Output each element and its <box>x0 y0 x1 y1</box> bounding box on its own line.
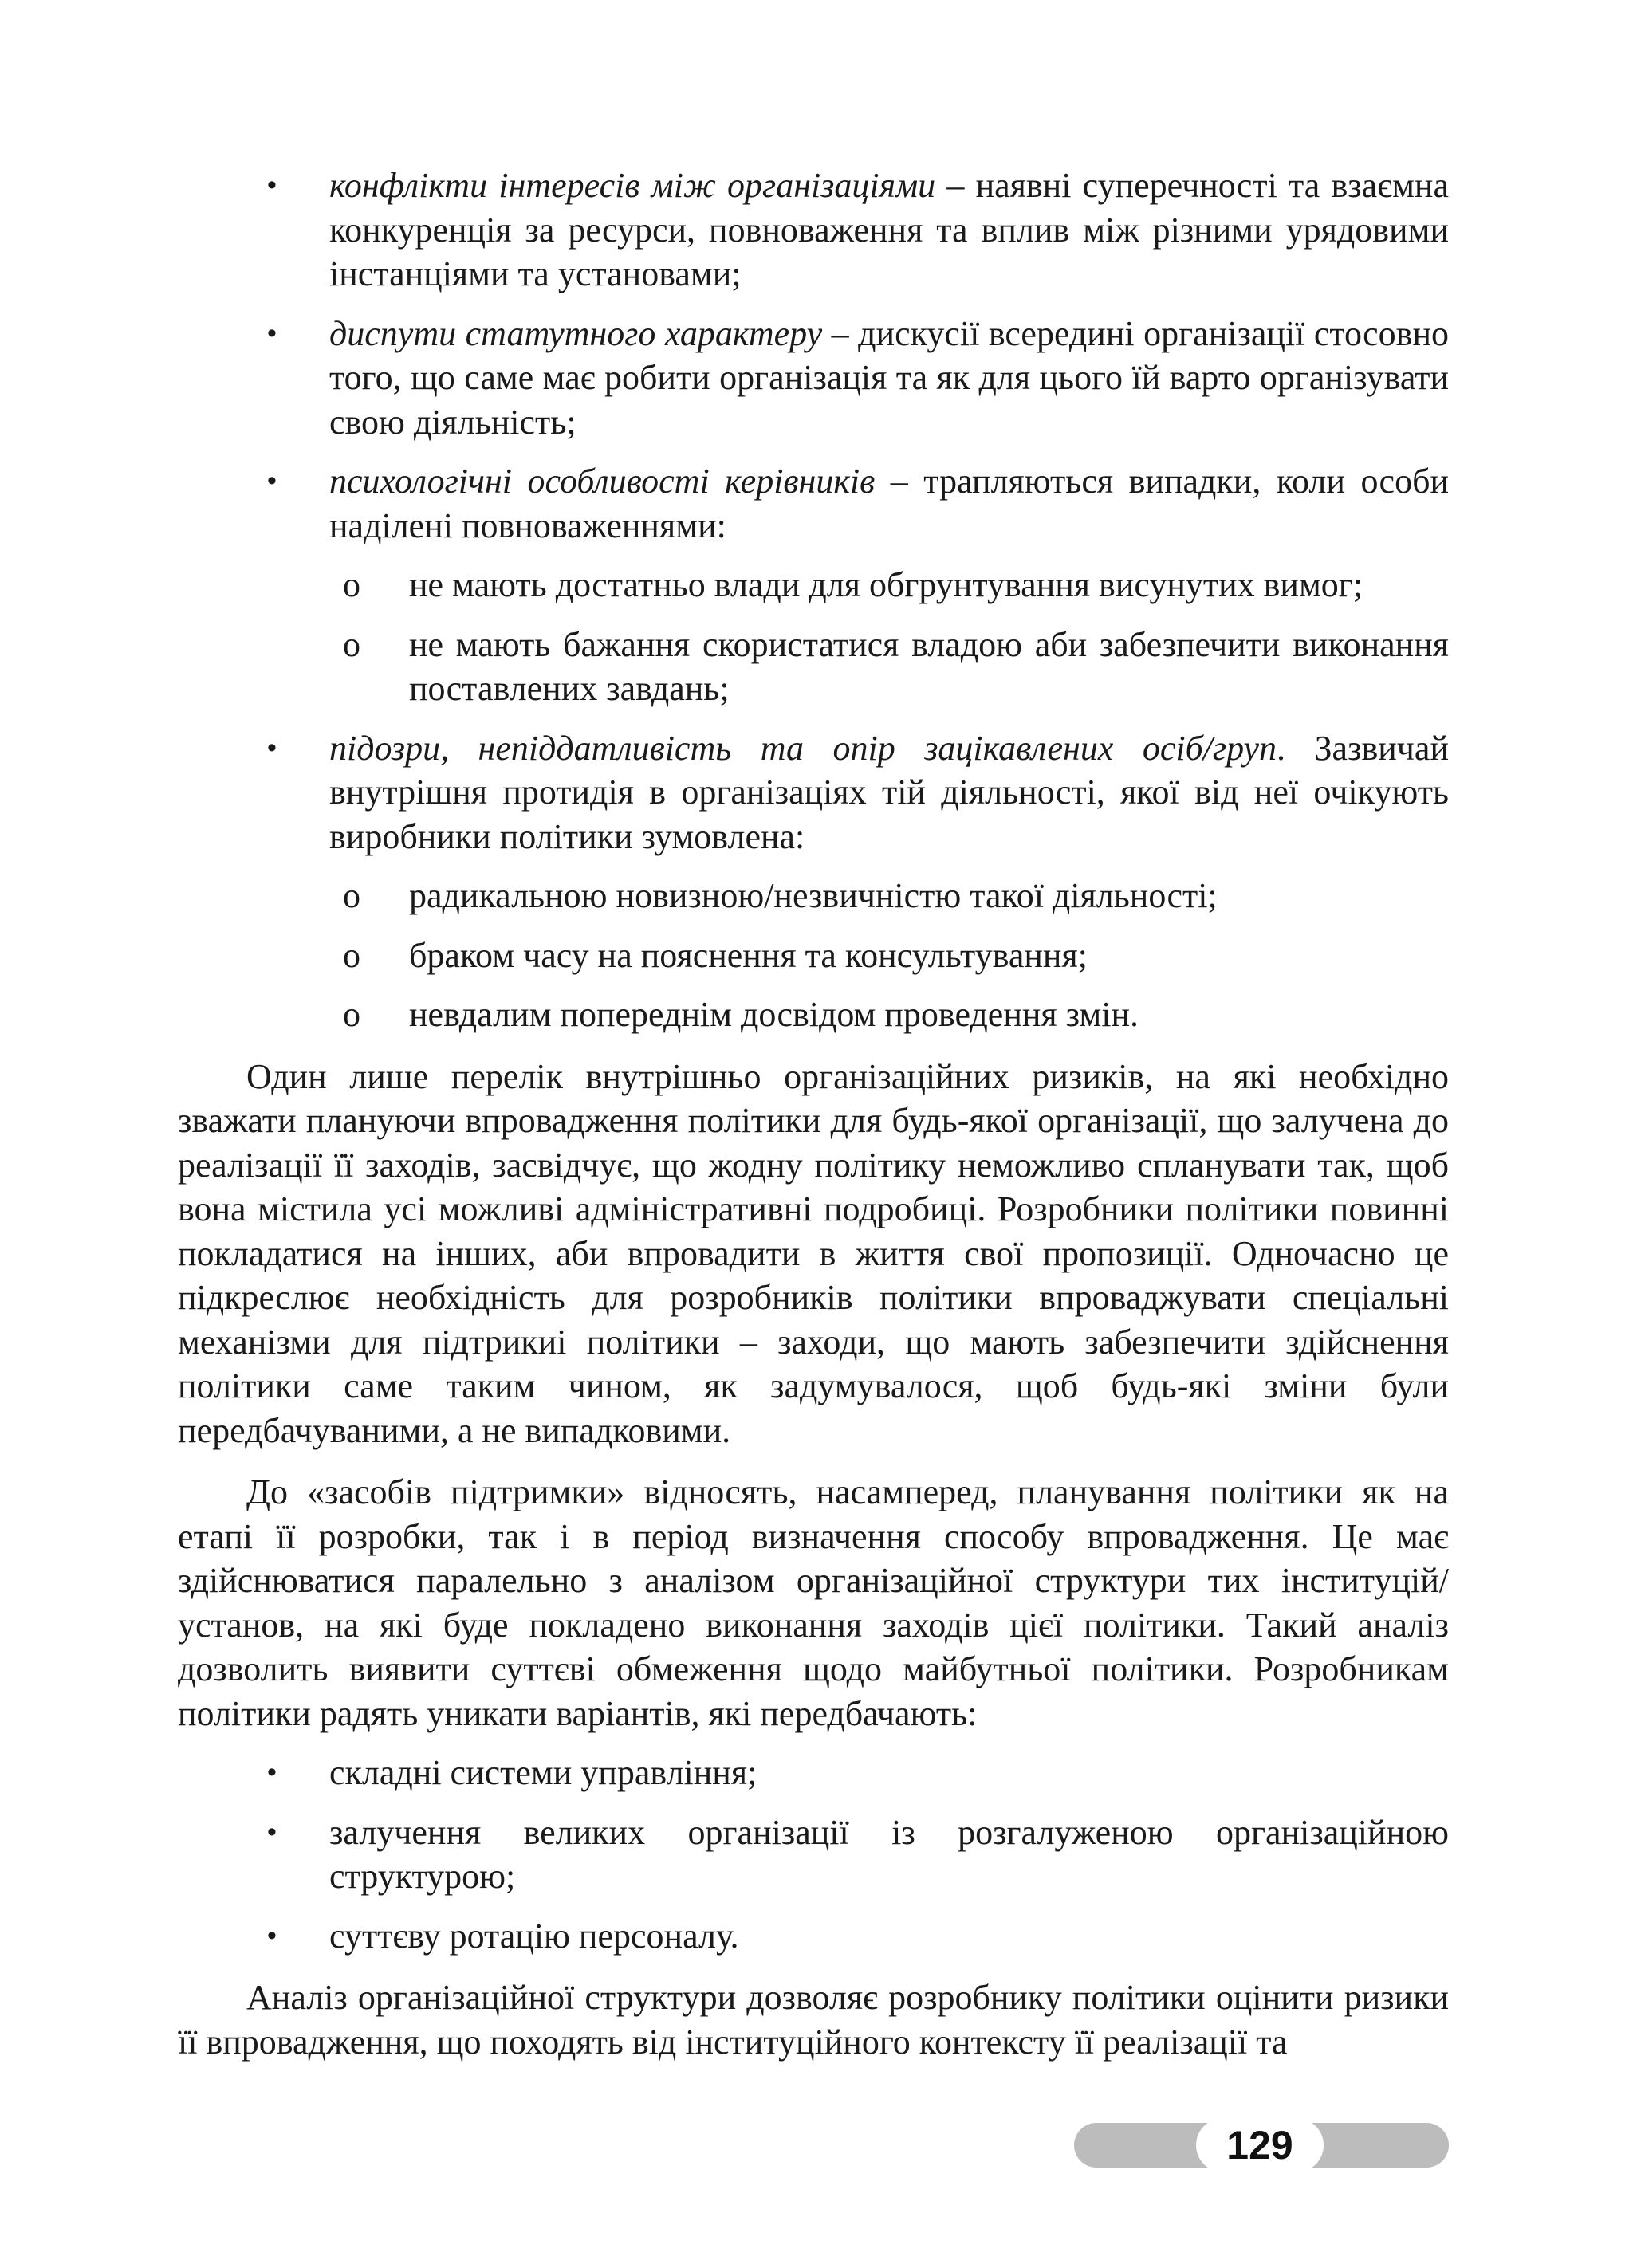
list-item <box>178 1751 1449 1795</box>
list-item-term: конфлікти інтересів між організаціями <box>329 166 936 205</box>
list-item <box>178 726 1449 859</box>
list-item <box>178 1810 1449 1899</box>
list-item-text: залучення великих організації із розгалуженою організаційною структурою; <box>329 1812 1449 1896</box>
sub-list-authority <box>178 563 1449 711</box>
risk-list-continued <box>178 726 1449 859</box>
sub-list-resistance <box>178 874 1449 1037</box>
bullet-icon: • <box>267 317 277 348</box>
paragraph-structure-analysis: Аналіз організаційної структури дозволяє розробнику політики оцінити ризики її впровадження, що походять від інституційного контексту її реалізації та <box>178 1978 1449 2062</box>
list-item-term: психологічні особливості керівників <box>329 462 876 501</box>
list-item-text: – трапляються випадки, коли особи наділені повноваженнями: <box>329 462 1449 545</box>
list-item <box>178 459 1449 548</box>
sub-list-item-text: радикальною новизною/незвичністю такої діяльності; <box>409 876 1218 915</box>
sub-list-item <box>178 934 1449 978</box>
list-item <box>178 163 1449 297</box>
sub-list-item-text: не мають достатньо влади для обгрунтування висунутих вимог; <box>409 565 1363 604</box>
list-item-text: . Зазвичай внутрішня протидія в організаціях тій діяльності, якої від неї очікують виробники політики зумовлена: <box>329 728 1449 856</box>
bullet-icon: • <box>267 466 277 496</box>
sub-list-item-text: браком часу на пояснення та консультування; <box>409 935 1088 975</box>
circle-bullet-icon: o <box>343 876 360 915</box>
list-item-text: складні системи управління; <box>329 1753 757 1792</box>
bullet-icon: • <box>267 1757 277 1787</box>
page-number: 129 <box>1196 2118 1324 2172</box>
list-item-term: диспути статутного характеру <box>329 313 823 353</box>
list-item-term: підозри, непіддатливість та опір зацікавлених осіб/груп <box>329 728 1277 768</box>
bullet-icon: • <box>267 170 277 200</box>
circle-bullet-icon: o <box>343 565 360 604</box>
page-body <box>178 163 1449 2064</box>
list-item <box>178 312 1449 445</box>
paragraph-risks: Один лише перелік внутрішньо організаційних ризиків, на які необхідно зважати плануючи впровадження політики для будь-якої організації, що залучена до реалізації її заходів, засвідчує, що жодну політику неможливо спланувати так, щоб вона містила усі можливі адміністративні подробиці. Розробники політики повинні покладатися на інших, аби впровадити в життя свої пропозиції. Одночасно це підкреслює необхідність для розробників політики впроваджувати спеціальні механізми для підтрикиі політики – заходи, що мають забезпечити здійснення політики саме таким чином, як задумувалося, щоб будь-які зміни були передбачуваними, а не випадковими. <box>178 1056 1449 1450</box>
list-item-text: – дискусії всередині організації стосовно того, що саме має робити організація та як для цього їй варто організувати свою діяльність; <box>329 313 1450 442</box>
list-item-text: суттєву ротацію персоналу. <box>329 1916 739 1956</box>
sub-list-item <box>178 874 1449 918</box>
circle-bullet-icon: o <box>343 624 360 664</box>
bullet-icon: • <box>267 1816 277 1847</box>
circle-bullet-icon: o <box>343 995 360 1034</box>
risk-list <box>178 163 1449 548</box>
sub-list-item <box>178 623 1449 711</box>
circle-bullet-icon: o <box>343 935 360 975</box>
bullet-icon: • <box>267 1920 277 1951</box>
list-item-text: – наявні суперечності та взаємна конкуренція за ресурси, повноваження та вплив між різними урядовими інстанціями та установами; <box>329 166 1450 293</box>
sub-list-item <box>178 563 1449 607</box>
avoid-list <box>178 1751 1449 1958</box>
sub-list-item <box>178 992 1449 1037</box>
sub-list-item-text: невдалим попереднім досвідом проведення змін. <box>409 995 1139 1034</box>
sub-list-item-text: не мають бажання скористатися владою аби забезпечити виконання поставлених завдань; <box>409 624 1449 708</box>
list-item <box>178 1914 1449 1959</box>
bullet-icon: • <box>267 732 277 763</box>
paragraph-support-tools: До «засобів підтримки» відносять, насамперед, планування політики як на етапі її розробки, так і в період визначення способу впровадження. Це має здійснюватися паралельно з аналізом організаційної структури тих інституцій/ установ, на які буде покладено виконання заходів цієї політики. Такий аналіз дозволить виявити суттєві обмеження щодо майбутньої політики. Розробникам політики радять уникати варіантів, які передбачають: <box>178 1472 1449 1733</box>
